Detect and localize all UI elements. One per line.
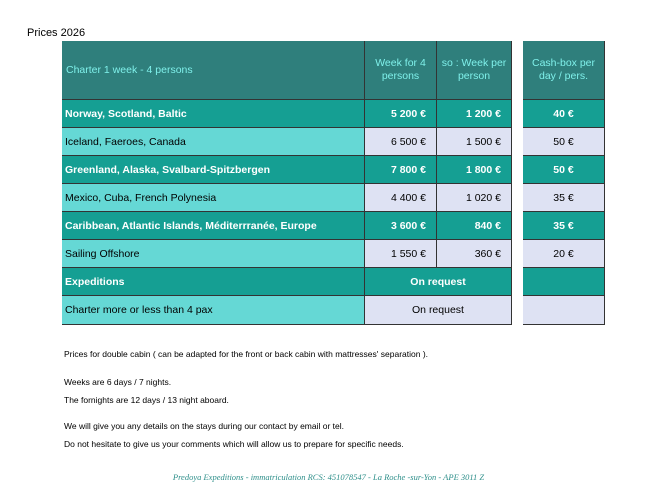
row-person-price: 360 € [437,240,512,268]
row-week-price: 5 200 € [365,100,437,128]
header-per-person-label: so : Week per person [441,57,507,82]
row-cashbox: 35 € [523,212,605,240]
expeditions-value: On request [365,268,512,296]
note-weeks: Weeks are 6 days / 7 nights. [64,377,172,387]
row-destination: Caribbean, Atlantic Islands, Méditerrranée, Europe [62,212,365,240]
row-cashbox: 50 € [523,128,605,156]
row-destination: Sailing Offshore [62,240,365,268]
note-double-cabin: Prices for double cabin ( can be adapted for the front or back cabin with mattresses' separation ). [64,349,429,359]
header-cashbox [523,41,605,100]
row-destination: Iceland, Faeroes, Canada [62,128,365,156]
note-contact: We will give you any details on the stays during our contact by email or tel. [64,421,345,431]
company-footer: Predoya Expeditions - immatriculation RCS: 451078547 - La Roche -sur-Yon - APE 3011 Z [172,472,485,482]
header-cashbox-label: Cash-box per day / pers. [531,57,596,82]
expeditions-label: Expeditions [62,268,365,296]
charter-other-value: On request [365,296,512,325]
page-title: Prices 2026 [27,27,86,39]
row-cashbox: 40 € [523,100,605,128]
header-charter: Charter 1 week - 4 persons [62,41,365,100]
row-destination: Greenland, Alaska, Svalbard-Spitzbergen [62,156,365,184]
row-week-price: 6 500 € [365,128,437,156]
row-person-price: 840 € [437,212,512,240]
charter-other-cashbox-empty [523,296,605,325]
row-person-price: 1 500 € [437,128,512,156]
expeditions-cashbox-empty [523,268,605,296]
row-destination: Mexico, Cuba, French Polynesia [62,184,365,212]
row-week-price: 7 800 € [365,156,437,184]
row-cashbox: 20 € [523,240,605,268]
row-person-price: 1 200 € [437,100,512,128]
row-week-price: 3 600 € [365,212,437,240]
row-destination: Norway, Scotland, Baltic [62,100,365,128]
row-week-price: 1 550 € [365,240,437,268]
header-week-for-4 [365,41,437,100]
row-cashbox: 50 € [523,156,605,184]
row-person-price: 1 800 € [437,156,512,184]
header-per-person [437,41,512,100]
row-person-price: 1 020 € [437,184,512,212]
row-week-price: 4 400 € [365,184,437,212]
charter-other-label: Charter more or less than 4 pax [62,296,365,325]
row-cashbox: 35 € [523,184,605,212]
header-week-for-4-label: Week for 4 persons [375,57,426,82]
note-fortnights: The fornights are 12 days / 13 night aboard. [64,395,229,405]
note-comments: Do not hesitate to give us your comments which will allow us to prepare for specific needs. [64,439,404,449]
